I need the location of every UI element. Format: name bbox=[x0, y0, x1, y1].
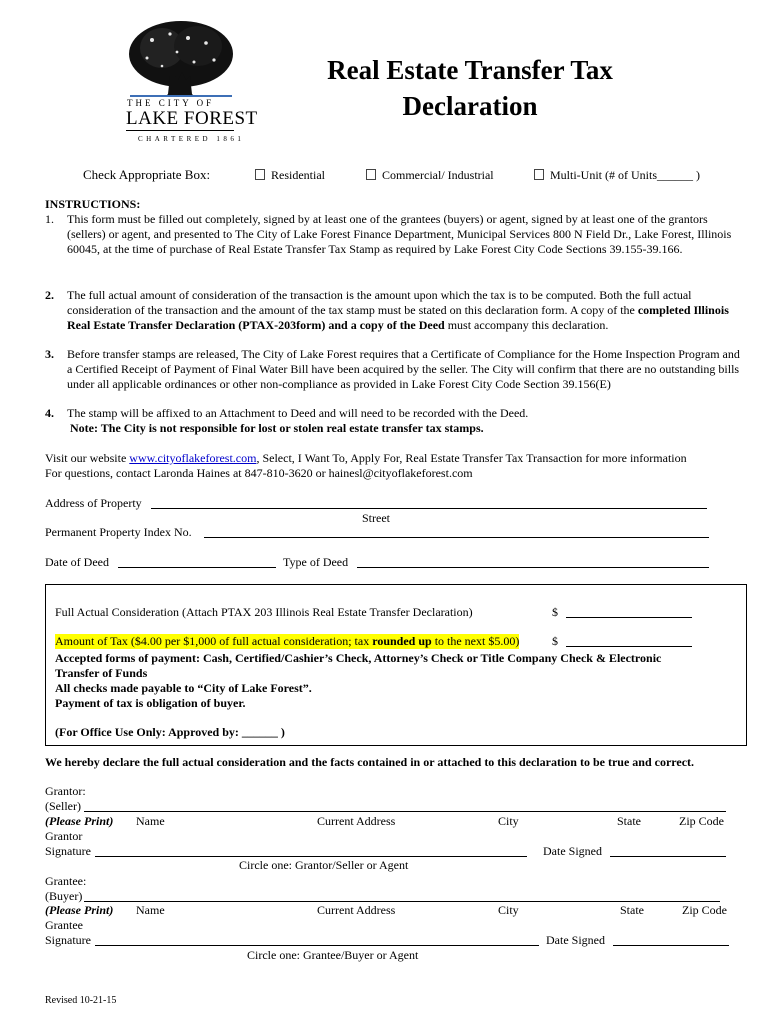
grantor-zip-label: Zip Code bbox=[679, 814, 724, 828]
grantee-signature-field[interactable] bbox=[95, 933, 539, 946]
grantor-label: Grantor: bbox=[45, 784, 86, 798]
amount-of-tax-dollar: $ bbox=[552, 634, 558, 648]
grantor-circle-one: Circle one: Grantor/Seller or Agent bbox=[239, 858, 409, 872]
office-use: (For Office Use Only: Approved by: ______ ) bbox=[55, 725, 285, 739]
payment-forms-cont: Transfer of Funds bbox=[55, 666, 148, 680]
grantee-city-label: City bbox=[498, 903, 519, 917]
instruction-2-text: The full actual amount of consideration of the transaction is the amount upon which the tax is to be computed. Both the full actual consideration of the transaction and the amount of the tax stamp must be stated on this declaration form. A copy of the bbox=[67, 288, 692, 317]
multi-unit-option[interactable] bbox=[534, 168, 700, 183]
visit-post: , Select, I Want To, Apply For, Real Estate Transfer Tax Transaction for more information bbox=[256, 451, 687, 465]
grantee-buyer: (Buyer) bbox=[45, 889, 83, 903]
type-of-deed-label: Type of Deed bbox=[283, 555, 349, 569]
type-of-deed-field[interactable] bbox=[357, 555, 709, 568]
instruction-2 bbox=[67, 288, 742, 333]
logo-divider bbox=[126, 130, 234, 131]
pin-field[interactable] bbox=[204, 525, 709, 538]
grantor-signature-field[interactable] bbox=[95, 844, 527, 857]
grantee-name-field[interactable] bbox=[84, 889, 720, 902]
amount-of-tax-field[interactable] bbox=[566, 634, 692, 647]
grantor-date-field[interactable] bbox=[610, 844, 726, 857]
grantor-please-print: (Please Print) bbox=[45, 814, 114, 828]
instruction-4-note: Note: The City is not responsible for lost or stolen real estate transfer tax stamps. bbox=[70, 421, 484, 435]
visit-pre: Visit our website bbox=[45, 451, 127, 465]
questions-line: For questions, contact Laronda Haines at 847-810-3620 or hainesl@cityoflakeforest.com bbox=[45, 466, 473, 480]
grantor-city-label: City bbox=[498, 814, 519, 828]
grantor-sig-label-1: Grantor bbox=[45, 829, 83, 843]
grantee-please-print: (Please Print) bbox=[45, 903, 114, 917]
address-field[interactable] bbox=[151, 496, 707, 509]
payment-forms: Accepted forms of payment: Cash, Certified/Cashier’s Check, Attorney’s Check or Title Company Check & Electronic bbox=[55, 651, 662, 665]
grantee-name-label: Name bbox=[136, 903, 165, 917]
commercial-checkbox[interactable] bbox=[366, 169, 376, 180]
instruction-2-end: must accompany this declaration. bbox=[447, 318, 609, 332]
full-consideration-dollar: $ bbox=[552, 605, 558, 619]
grantor-state-label: State bbox=[617, 814, 641, 828]
instruction-1: This form must be filled out completely, signed by at least one of the grantees (buyers) or agent, signed by at least one of the grantors (sellers) or agent, and presented to The City of Lake Forest Finance Department, Municipal Services 800 N Field Dr., Lake Forest, Illinois 60045, at the time of purchase of Real Estate Transfer Tax Stamp as required by Lake Forest City Code Sections 39.155-39.166. bbox=[67, 212, 732, 256]
declaration-statement: We hereby declare the full actual consideration and the facts contained in or attached to this declaration to be true and correct. bbox=[45, 755, 695, 769]
grantee-sig-label-2: Signature bbox=[45, 933, 91, 947]
residential-checkbox[interactable] bbox=[255, 169, 265, 180]
multi-unit-label: Multi-Unit (# of Units______ ) bbox=[550, 168, 700, 182]
commercial-option[interactable] bbox=[366, 168, 494, 183]
street-label: Street bbox=[362, 511, 390, 525]
tax-text-b: rounded up bbox=[372, 634, 432, 648]
full-consideration-field[interactable] bbox=[566, 605, 692, 618]
instruction-number-1: 1. bbox=[45, 212, 54, 226]
commercial-label: Commercial/ Industrial bbox=[382, 168, 494, 182]
logo-lake-forest: LAKE FOREST bbox=[126, 108, 258, 129]
grantor-date-label: Date Signed bbox=[543, 844, 602, 858]
amount-of-tax-label bbox=[55, 634, 519, 649]
grantee-state-label: State bbox=[620, 903, 644, 917]
address-label: Address of Property bbox=[45, 496, 142, 510]
grantor-address-label: Current Address bbox=[317, 814, 396, 828]
grantor-name-label: Name bbox=[136, 814, 165, 828]
tax-obligation: Payment of tax is obligation of buyer. bbox=[55, 696, 246, 710]
instruction-number-4: 4. bbox=[45, 406, 54, 420]
grantee-date-field[interactable] bbox=[613, 933, 729, 946]
residential-option[interactable] bbox=[255, 168, 325, 183]
instructions-heading: INSTRUCTIONS: bbox=[45, 197, 141, 211]
logo-chartered: CHARTERED 1861 bbox=[138, 135, 245, 143]
grantee-address-label: Current Address bbox=[317, 903, 396, 917]
tax-text-a: Amount of Tax ($4.00 per $1,000 of full actual consideration; tax bbox=[55, 634, 370, 648]
date-of-deed-label: Date of Deed bbox=[45, 555, 109, 569]
instruction-number-2: 2. bbox=[45, 288, 54, 302]
grantor-sig-label-2: Signature bbox=[45, 844, 91, 858]
check-label: Check Appropriate Box: bbox=[83, 167, 211, 182]
full-consideration-label: Full Actual Consideration (Attach PTAX 203 Illinois Real Estate Transfer Declaration) bbox=[55, 605, 473, 619]
grantee-label: Grantee: bbox=[45, 874, 87, 888]
grantee-sig-label-1: Grantee bbox=[45, 918, 83, 932]
residential-label: Residential bbox=[271, 168, 325, 182]
instruction-3: Before transfer stamps are released, The City of Lake Forest requires that a Certificate of Compliance for the Home Inspection Program and a Certified Receipt of Payment of Final Water Bill have been acquired by the seller. The City will confirm that there are no outstanding bills under all applicable ordinances or other non-compliance as provided in Lake Forest City Code Section 39.156(E) bbox=[67, 347, 740, 391]
revised-date: Revised 10-21-15 bbox=[45, 995, 117, 1006]
grantor-seller: (Seller) bbox=[45, 799, 81, 813]
payable-to: All checks made payable to “City of Lake Forest”. bbox=[55, 681, 312, 695]
instruction-number-3: 3. bbox=[45, 347, 54, 361]
grantee-zip-label: Zip Code bbox=[682, 903, 727, 917]
tax-text-c: to the next $5.00) bbox=[434, 634, 520, 648]
grantor-name-field[interactable] bbox=[84, 799, 726, 812]
grantee-date-label: Date Signed bbox=[546, 933, 605, 947]
instruction-2-bold: completed Illinois Real Estate Transfer Declaration (PTAX-203form) and a copy of the Deed bbox=[67, 303, 729, 332]
logo-city-of: THE CITY OF bbox=[127, 98, 215, 108]
instruction-4: The stamp will be affixed to an Attachment to Deed and will need to be recorded with the Deed. bbox=[67, 406, 529, 420]
pin-label: Permanent Property Index No. bbox=[45, 525, 192, 539]
visit-line bbox=[45, 451, 687, 466]
date-of-deed-field[interactable] bbox=[118, 555, 276, 568]
website-link[interactable]: www.cityoflakeforest.com bbox=[129, 451, 257, 465]
grantee-circle-one: Circle one: Grantee/Buyer or Agent bbox=[247, 948, 419, 962]
page-title: Real Estate Transfer Tax Declaration bbox=[327, 55, 613, 121]
multi-unit-checkbox[interactable] bbox=[534, 169, 544, 180]
